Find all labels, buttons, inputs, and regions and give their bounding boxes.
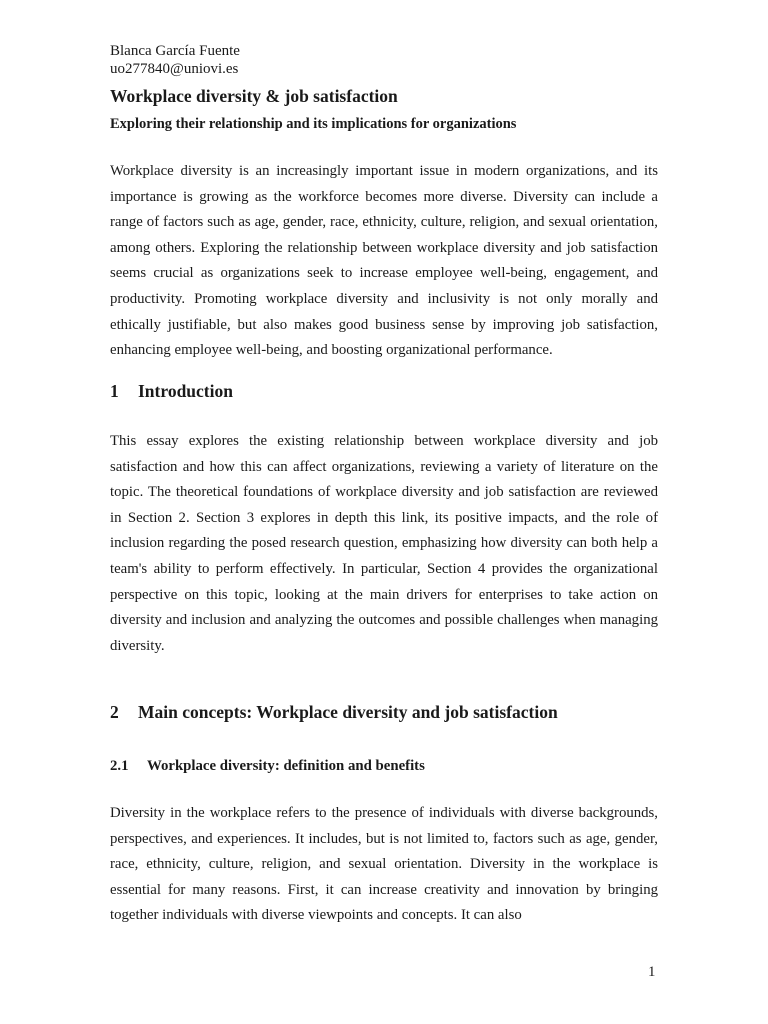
document-title: Workplace diversity & job satisfaction — [110, 86, 398, 106]
subsection-2-1-title: Workplace diversity: definition and benefits — [147, 758, 425, 774]
author-block — [110, 42, 240, 78]
document-subtitle: Exploring their relationship and its implications for organizations — [110, 116, 517, 132]
subsection-2-1-paragraph: Diversity in the workplace refers to the presence of individuals with diverse backgrounds, perspectives, and experiences. It includes, but is not limited to, factors such as age, gender, race, ethnicity, culture, religion, and sexual orientation. Diversity in the workplace is essential for many reasons. First, it can increase creativity and innovation by bringing together individuals with diverse viewpoints and concepts. It can also — [110, 805, 658, 924]
section-1-title: Introduction — [138, 381, 233, 401]
section-1-paragraph: This essay explores the existing relationship between workplace diversity and job satisfaction and how this can affect organizations, reviewing a variety of literature on the topic. The theoretical foundations of workplace diversity and job satisfaction are reviewed in Section 2. Section 3 explores in depth this link, its positive impacts, and the role of inclusion regarding the posed research question, emphasizing how diversity can both help a team's ability to perform effectively. In particular, Section 4 provides the organizational perspective on this topic, looking at the main drivers for enterprises to take action on diversity and inclusion and analyzing the outcomes and possible challenges when managing diversity. — [110, 433, 658, 654]
author-email: uo277840@uniovi.es — [110, 61, 239, 77]
page-number: 1 — [648, 964, 656, 980]
subsection-2-1-heading — [110, 758, 425, 775]
section-2-heading — [110, 702, 558, 723]
section-1-number: 1 — [110, 381, 119, 401]
intro-paragraph: Workplace diversity is an increasingly important issue in modern organizations, and its importance is growing as the workforce becomes more diverse. Diversity can include a range of factors such as age, gender, race, ethnicity, culture, religion, and sexual orientation, among others. Exploring the relationship between workplace diversity and job satisfaction seems crucial as organizations seek to increase employee well-being, engagement, and productivity. Promoting workplace diversity and inclusivity is not only morally and ethically justifiable, but also makes good business sense by improving job satisfaction, enhancing employee well-being, and boosting organizational performance. — [110, 163, 658, 359]
section-2-title: Main concepts: Workplace diversity and job satisfaction — [138, 702, 558, 722]
section-2-number: 2 — [110, 702, 119, 722]
section-1-heading — [110, 381, 233, 402]
author-name: Blanca García Fuente — [110, 43, 240, 59]
subsection-2-1-number: 2.1 — [110, 758, 129, 774]
